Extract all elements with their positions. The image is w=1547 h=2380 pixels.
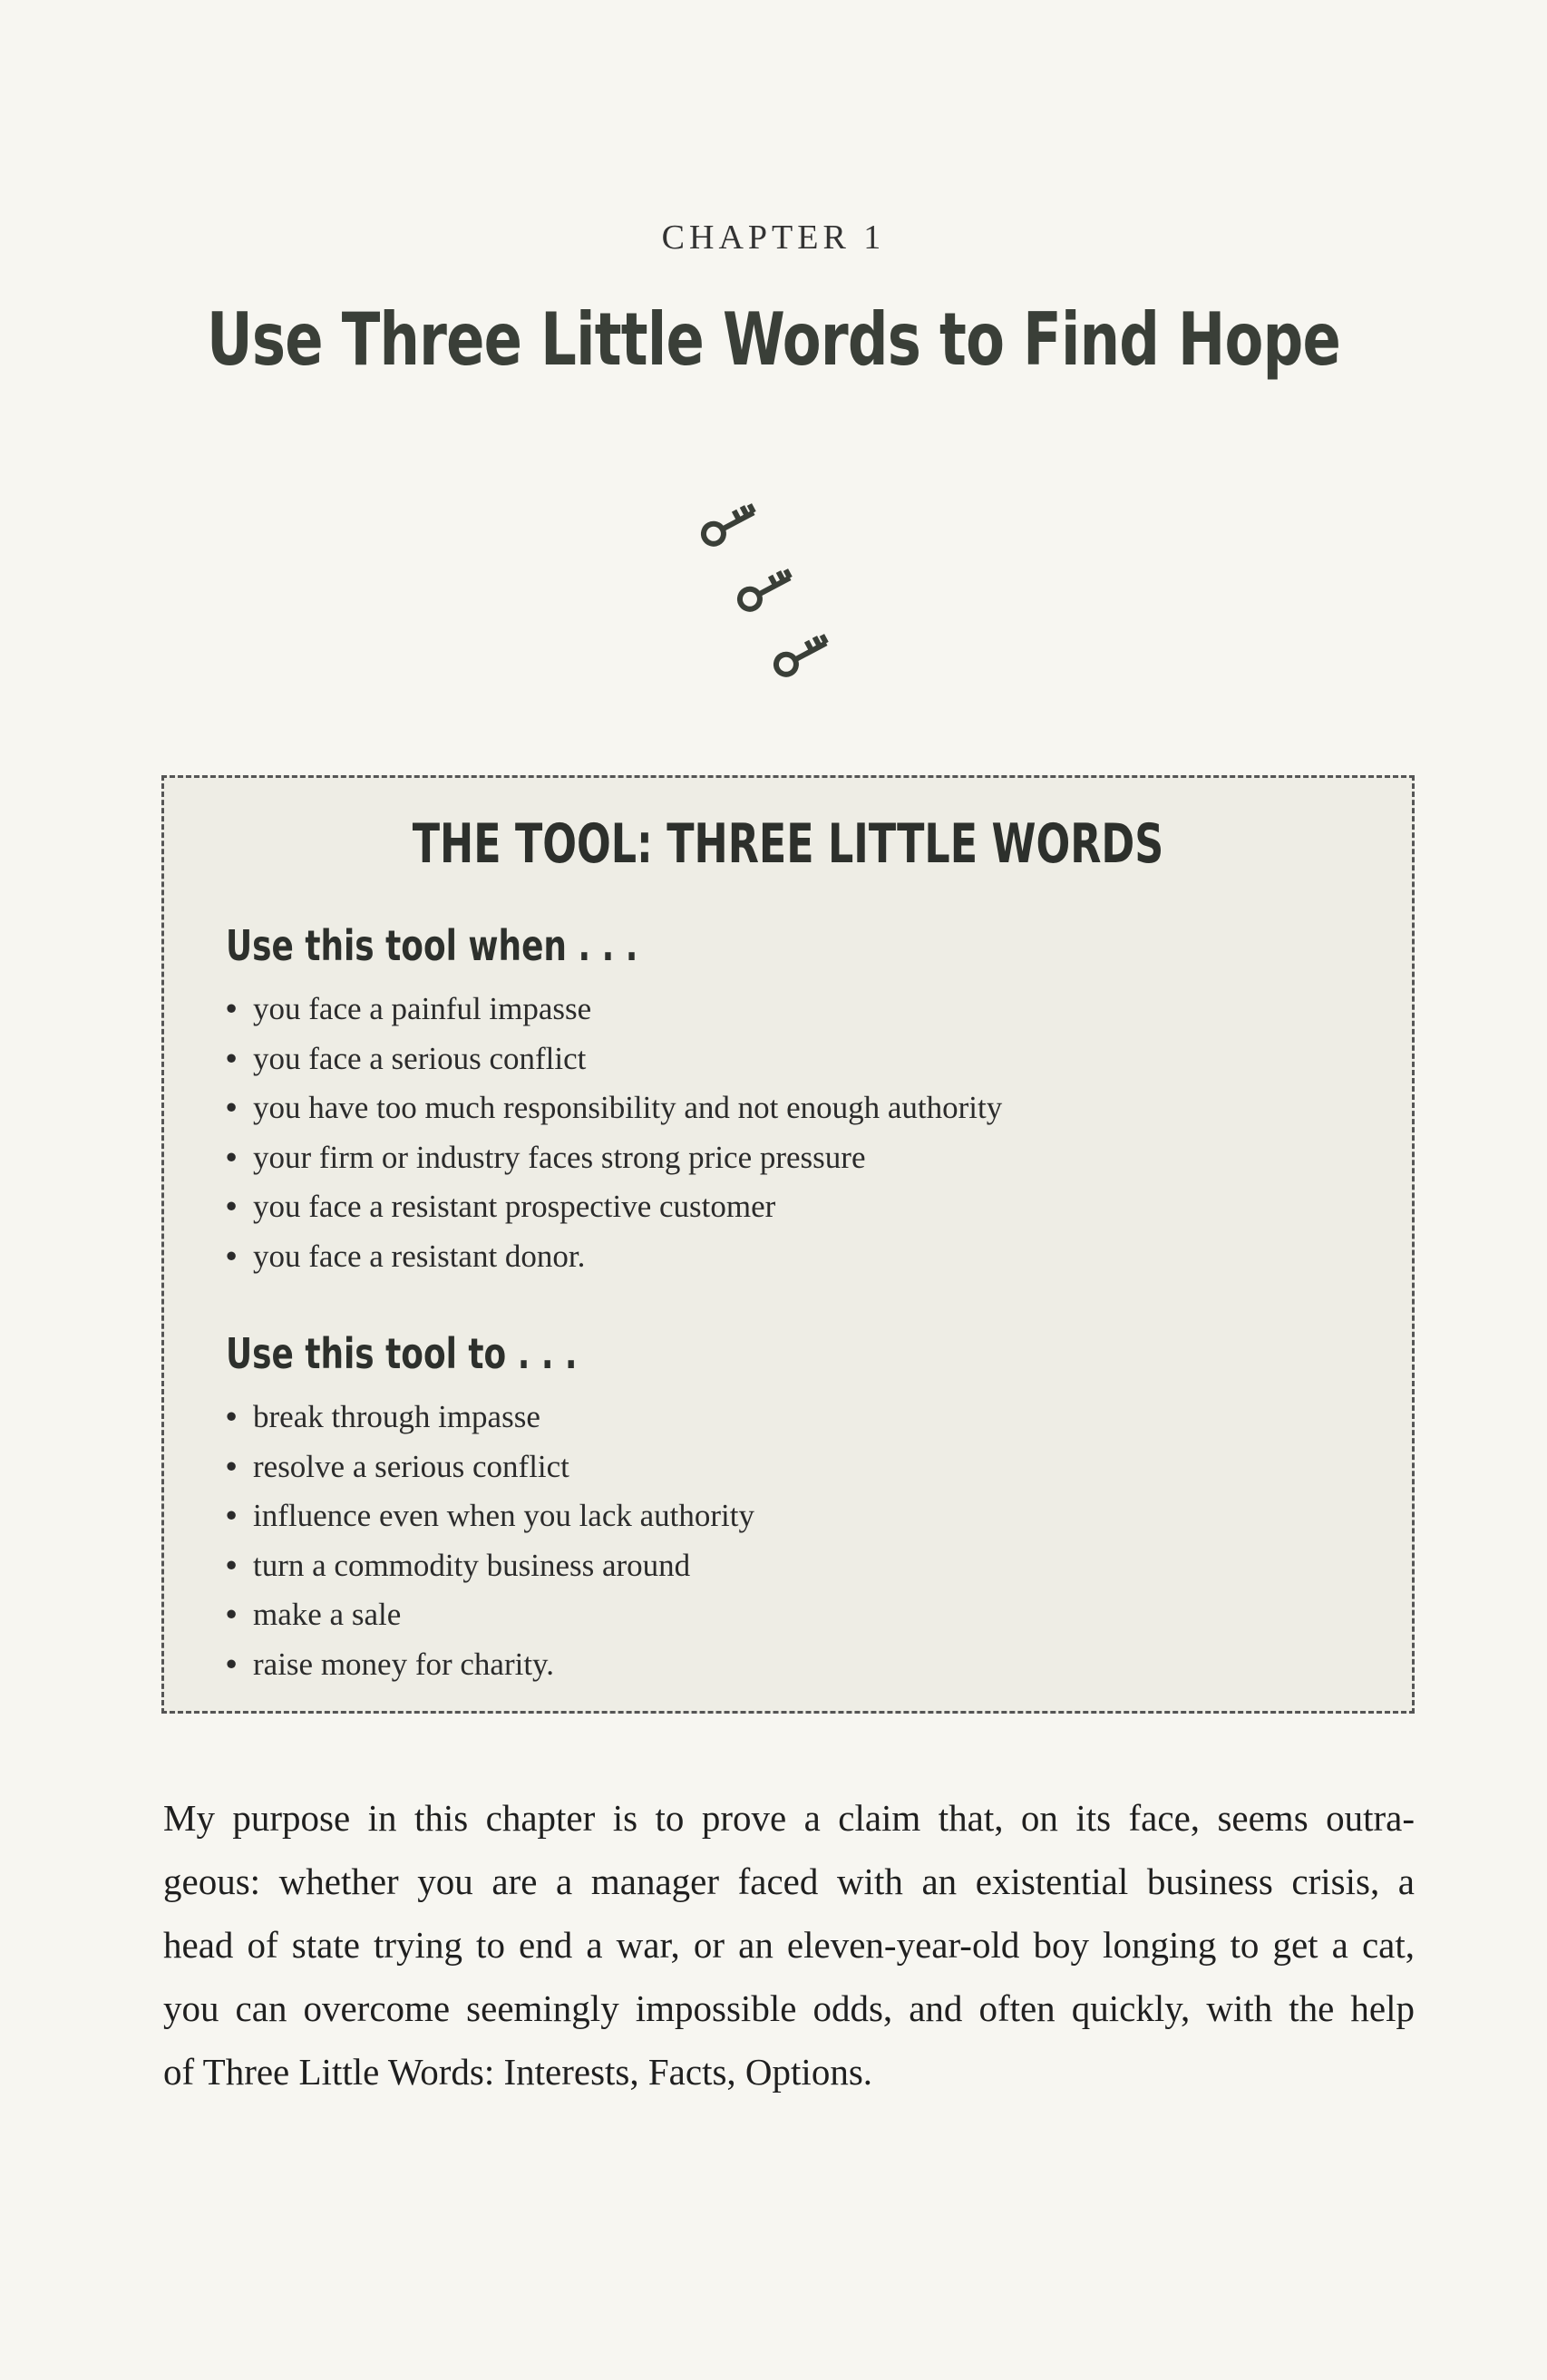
- bullet-icon: •: [226, 991, 238, 1026]
- list-item-text: break through impasse: [253, 1399, 540, 1434]
- bullet-icon: •: [226, 1040, 238, 1076]
- body-line: My purpose in this chapter is to prove a claim that, on its face, seems outra-: [163, 1797, 1415, 1839]
- list-item: [226, 1133, 1002, 1183]
- list-item-text: your firm or industry faces strong price pressure: [253, 1139, 866, 1175]
- bullet-icon: •: [226, 1646, 238, 1682]
- chapter-label: CHAPTER 1: [661, 219, 886, 257]
- list-item: [226, 1232, 1002, 1282]
- list-item-text: you have too much responsibility and not enough authority: [253, 1090, 1003, 1125]
- body-line: geous: whether you are a manager faced with an existential business crisis, a: [163, 1860, 1415, 1902]
- list-item-text: you face a serious conflict: [253, 1040, 587, 1076]
- key-icon: [700, 503, 759, 548]
- to-heading: Use this tool to . . .: [226, 1329, 578, 1378]
- list-item: [226, 1491, 754, 1541]
- bullet-icon: •: [226, 1448, 238, 1484]
- when-heading: Use this tool when . . .: [226, 921, 638, 970]
- bullet-icon: •: [226, 1498, 238, 1533]
- list-item: [226, 1393, 754, 1443]
- to-list: [226, 1393, 754, 1689]
- body-line: you can overcome seemingly impossible odds, and often quickly, with the help: [163, 1987, 1415, 2029]
- list-item: [226, 1443, 754, 1492]
- list-item-text: you face a resistant donor.: [253, 1238, 586, 1274]
- bullet-icon: •: [226, 1189, 238, 1224]
- list-item: [226, 1182, 1002, 1232]
- bullet-icon: •: [226, 1090, 238, 1125]
- list-item-text: you face a painful impasse: [253, 991, 592, 1026]
- list-item: [226, 1590, 754, 1640]
- tool-heading: THE TOOL: THREE LITTLE WORDS: [412, 812, 1164, 876]
- tool-box: [161, 775, 1415, 1714]
- key-ornament: [689, 503, 871, 712]
- list-item: [226, 1640, 754, 1690]
- body-line: of Three Little Words: Interests, Facts, Options.: [163, 2051, 873, 2093]
- list-item-text: resolve a serious conflict: [253, 1448, 569, 1484]
- bullet-icon: •: [226, 1139, 238, 1175]
- list-item-text: raise money for charity.: [253, 1646, 555, 1682]
- bullet-icon: •: [226, 1238, 238, 1274]
- when-list: [226, 985, 1002, 1281]
- list-item: [226, 1035, 1002, 1084]
- list-item-text: make a sale: [253, 1597, 402, 1632]
- chapter-title: Use Three Little Words to Find Hope: [206, 297, 1341, 382]
- bullet-icon: •: [226, 1399, 238, 1434]
- body-line: head of state trying to end a war, or an eleven-year-old boy longing to get a cat,: [163, 1924, 1415, 1966]
- list-item: [226, 1541, 754, 1591]
- key-icon: [773, 634, 832, 678]
- list-item: [226, 1083, 1002, 1133]
- list-item: [226, 985, 1002, 1035]
- list-item-text: turn a commodity business around: [253, 1547, 691, 1583]
- key-icon: [736, 568, 795, 613]
- list-item-text: influence even when you lack authority: [253, 1498, 754, 1533]
- bullet-icon: •: [226, 1547, 238, 1583]
- body-paragraph: [163, 1786, 1415, 2103]
- list-item-text: you face a resistant prospective customer: [253, 1189, 776, 1224]
- bullet-icon: •: [226, 1597, 238, 1632]
